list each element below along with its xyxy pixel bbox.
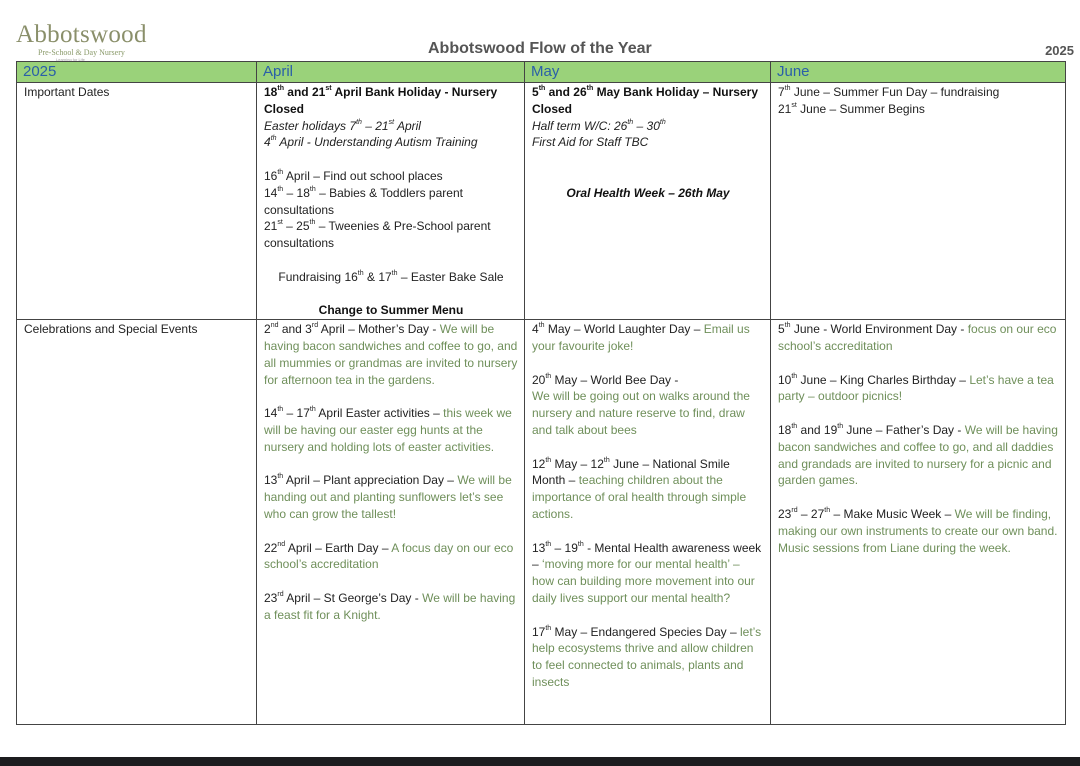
june-world-environment-day: 5th June - World Environment Day - focus on our eco school’s accreditation: [778, 322, 1057, 353]
row-label: Important Dates: [17, 83, 257, 320]
header-year: 2025: [17, 62, 257, 83]
header-row: [17, 62, 1066, 83]
may-world-bee-day: 20th May – World Bee Day -: [532, 372, 679, 387]
may-mental-health-week: 13th – 19th - Mental Health awareness week – ‘moving more for our mental health’ – how can building more movement into our daily lives support our mental health?: [532, 540, 762, 605]
cell-celebrations-june: [771, 320, 1066, 725]
april-school-places: 16th April – Find out school places: [264, 168, 443, 183]
cell-important-april: [257, 83, 525, 320]
april-fundraising: Fundraising 16th & 17th – Easter Bake Sale: [278, 269, 504, 284]
june-summer-fun-day: 7th June – Summer Fun Day – fundraising: [778, 85, 1000, 99]
june-make-music-week: 23rd – 27th – Make Music Week – We will be finding, making our own instruments to create our own band. Music sessions from Liane during the week.: [778, 506, 1058, 555]
april-plant-appreciation-day: 13th April – Plant appreciation Day – We will be handing out and planting sunflowers let’s see who can grow the tallest!: [264, 473, 512, 521]
header-may: May: [525, 62, 771, 83]
may-world-bee-day-detail: We will be going out on walks around the nursery and nature reserve to find, draw and talk about bees: [532, 389, 750, 437]
may-oral-health-week: Oral Health Week – 26th May: [566, 185, 730, 200]
april-autism-training: 4th April - Understanding Autism Training: [264, 135, 478, 150]
row-celebrations: [17, 320, 1066, 725]
document-year: 2025: [1045, 43, 1074, 58]
april-mothers-day: 2nd and 3rd April – Mother’s Day - We will be having bacon sandwiches and coffee to go, and all mummies or grandmas are invited to nursery for afternoon tea in the gardens.: [264, 322, 518, 387]
april-easter-activities: 14th – 17th April Easter activities – this week we will be having our easter egg hunts at the nursery and holding lots of easter activities.: [264, 406, 512, 454]
cell-celebrations-april: [257, 320, 525, 725]
april-summer-menu: Change to Summer Menu: [318, 303, 464, 318]
june-fathers-day: 18th and 19th June – Father’s Day - We will be having bacon sandwiches and coffee to go, and all daddies and grandads are invited to nursery for a picnic and garden games.: [778, 422, 1058, 488]
april-st-georges-day: 23rd April – St George’s Day - We will be having a feast fit for a Knight.: [264, 590, 516, 622]
april-tweenies-consultations: 21st – 25th – Tweenies & Pre-School parent consultations: [264, 219, 491, 251]
june-king-charles-birthday: 10th June – King Charles Birthday – Let’s have a tea party – outdoor picnics!: [778, 372, 1054, 404]
may-national-smile-month: 12th May – 12th June – National Smile Month – teaching children about the importance of oral health through simple actions.: [532, 456, 747, 521]
logo-tagline: Learning for Life: [56, 57, 85, 62]
june-summer-begins: 21st June – Summer Begins: [778, 101, 925, 116]
may-bank-holiday: 5th and 26th May Bank Holiday – Nursery Closed: [532, 85, 758, 116]
logo-subtitle: Pre-School & Day Nursery: [38, 48, 125, 57]
may-world-laughter-day: 4th May – World Laughter Day – Email us your favourite joke!: [532, 322, 750, 353]
may-first-aid: First Aid for Staff TBC: [532, 135, 649, 150]
cell-celebrations-may: [525, 320, 771, 725]
april-babies-consultations: 14th – 18th – Babies & Toddlers parent consultations: [264, 185, 463, 217]
header-june: June: [771, 62, 1066, 83]
header-april: April: [257, 62, 525, 83]
row-important-dates: [17, 83, 1066, 320]
may-half-term: Half term W/C: 26th – 30th: [532, 118, 666, 133]
april-easter-holidays: Easter holidays 7th – 21st April: [264, 118, 421, 133]
cell-important-may: [525, 83, 771, 320]
document-title: Abbotswood Flow of the Year: [428, 40, 652, 57]
april-bank-holiday: 18th and 21st April Bank Holiday - Nursery Closed: [264, 85, 498, 116]
row-label: Celebrations and Special Events: [17, 320, 257, 725]
bottom-bar: [0, 757, 1080, 766]
cell-important-june: [771, 83, 1066, 320]
may-endangered-species-day: 17th May – Endangered Species Day – let’s help ecosystems thrive and allow children to feel connected to animals, plants and insects: [532, 624, 762, 689]
logo: [16, 22, 146, 63]
logo-name: Abbotswood: [16, 21, 147, 48]
april-earth-day: 22nd April – Earth Day – A focus day on our eco school’s accreditation: [264, 540, 514, 572]
flow-of-year-table: [16, 61, 1066, 725]
